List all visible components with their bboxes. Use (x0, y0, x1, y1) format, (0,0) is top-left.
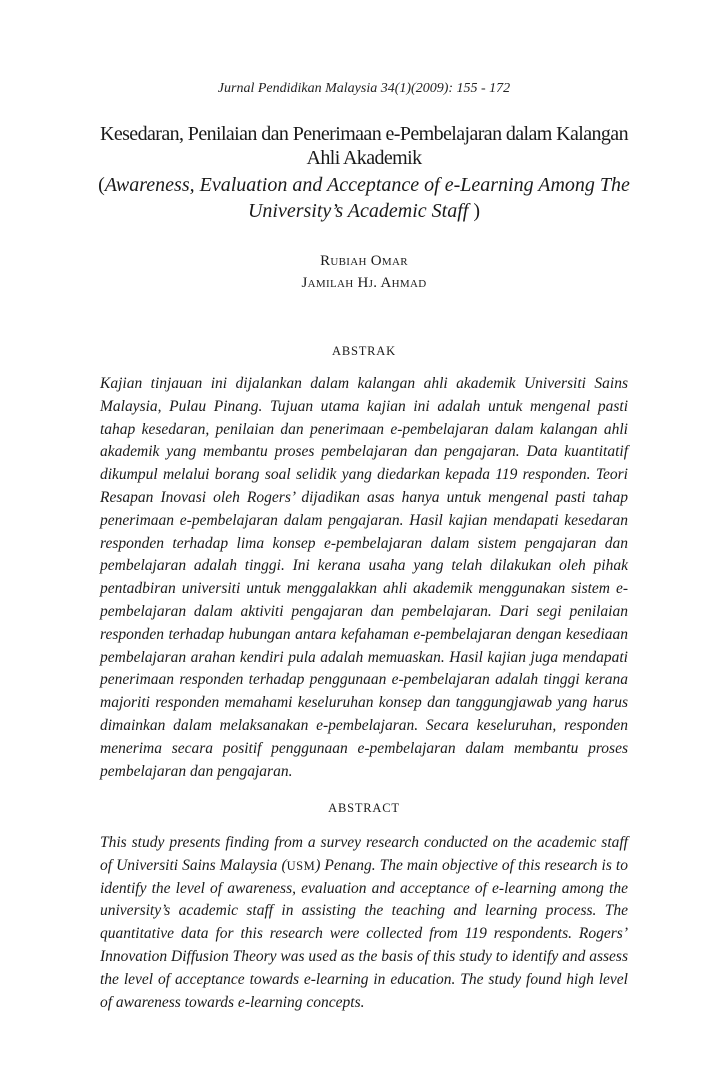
journal-citation: Jurnal Pendidikan Malaysia 34(1)(2009): 155 - 172 (217, 81, 511, 96)
abstrak-body: Kajian tinjauan ini dijalankan dalam kalangan ahli akademik Universiti Sains Malaysia, Pulau Pinang. Tujuan utama kajian ini adalah untuk mengenal pasti tahap kesedaran, penilaian dan penerimaan e-pembelajaran dalam kalangan ahli akademik yang membantu proses pembelajaran dan pengajaran. Data kuantitatif dikumpul melalui borang soal selidik yang diedarkan kepada 119 responden. Teori Resapan Inovasi oleh Rogers’ dijadikan asas hanya untuk mengenal pasti tahap penerimaan e-pembelajaran dalam pengajaran. Hasil kajian mendapati kesedaran responden terhadap lima konsep e-pembelajaran dalam sistem pengajaran dan pembelajaran adalah tinggi. Ini kerana usaha yang telah dilakukan oleh pihak pentadbiran universiti untuk menggalakkan ahli akademik menggunakan sistem e-pembelajaran dalam aktiviti pengajaran dan pembelajaran. Dari segi penilaian responden terhadap hubungan antara kefahaman e-pembelajaran dengan kesediaan pembelajaran arahan kendiri pula adalah memuaskan. Hasil kajian juga mendapati penerimaan responden terhadap penggunaan e-pembelajaran adalah tinggi kerana majoriti responden memahami keseluruhan konsep dan tanggungjawab yang harus dimainkan dalam melaksanakan e-pembelajaran. Secara keseluruhan, responden menerima secara positif penggunaan e-pembelajaran dalam membantu proses pembelajaran dan pengajaran. (100, 375, 628, 780)
title-malay: Kesedaran, Penilaian dan Penerimaan e-Pembelajaran dalam Kalangan Ahli Akademik (100, 123, 628, 169)
abstract-body (100, 832, 628, 1014)
author-list (0, 250, 728, 294)
usm-acronym: USM (286, 858, 316, 873)
title-english (90, 172, 638, 224)
title-english-text: Awareness, Evaluation and Acceptance of e-Learning Among The University’s Academic Staff (104, 174, 630, 222)
article-title-block (90, 122, 638, 224)
title-english-close-paren: ) (468, 200, 480, 222)
abstract-heading: ABSTRACT (328, 801, 400, 815)
abstract-body-end: ) Penang. The main objective of this research is to identify the level of awareness, evaluation and acceptance of e-learning among the university’s academic staff in assisting the teaching and learning process. The quantitative data for this research were collected from 119 respondents. Rogers’ Innovation Diffusion Theory was used as the basis of this study to identify and assess the level of acceptance towards e-learning in education. The study found high level of awareness towards e-learning concepts. (100, 856, 628, 1011)
abstract-body-start: This study presents finding from a survey research conducted on the academic staff of Universiti Sains Malaysia ( (100, 834, 628, 874)
author-name: Jamilah Hj. Ahmad (301, 275, 427, 291)
title-english-open-paren: ( (98, 174, 105, 196)
abstrak-heading: ABSTRAK (332, 344, 396, 358)
author-name: Rubiah Omar (320, 253, 408, 269)
